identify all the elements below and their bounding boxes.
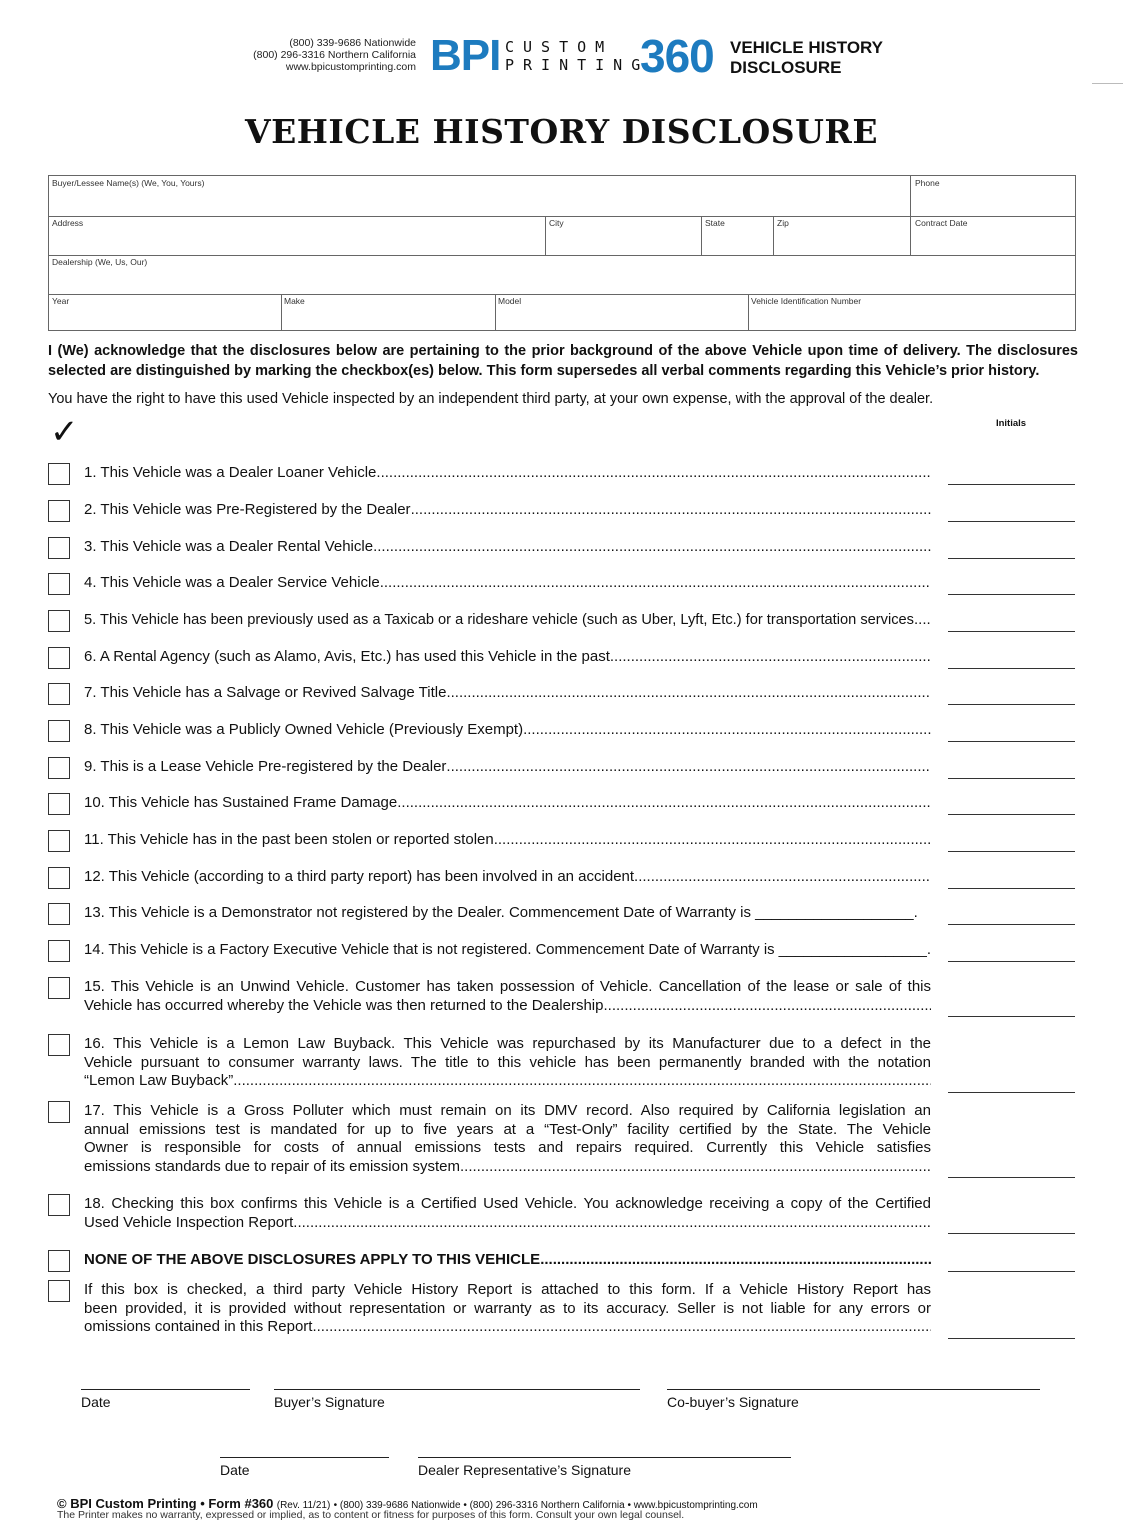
buyer-signature-label: Buyer’s Signature xyxy=(274,1394,385,1410)
disclosure-text: 18. Checking this box confirms this Vehicle is a Certified Used Vehicle. You acknowledge receiving a copy of the Certified xyxy=(84,1195,931,1212)
grid-divider xyxy=(49,216,1075,217)
leader-dots xyxy=(233,1072,931,1091)
footer-rev: (Rev. 11/21) xyxy=(276,1500,331,1511)
year-field[interactable]: Year xyxy=(52,296,70,306)
disclosure-text: Vehicle pursuant to consumer warranty laws. The title to this vehicle has been permanently branded with the notation xyxy=(84,1053,931,1071)
disclosure-item-7 xyxy=(84,684,931,703)
disclosure-item-3 xyxy=(84,538,931,557)
disclosure-item-9 xyxy=(84,758,931,777)
grid-divider xyxy=(748,294,749,331)
disclosure-checkbox-3[interactable] xyxy=(48,537,70,559)
disclosure-checkbox-9[interactable] xyxy=(48,757,70,779)
date-signature-line[interactable] xyxy=(81,1389,250,1390)
disclosure-checkbox-14[interactable] xyxy=(48,940,70,962)
disclosure-item-2 xyxy=(84,501,931,520)
initials-line-16[interactable] xyxy=(948,1092,1075,1093)
leader-dots xyxy=(460,1158,931,1177)
disclosure-text: 13. This Vehicle is a Demonstrator not registered by the Dealer. Commencement Date of Warranty is ___________________. xyxy=(84,904,918,921)
buyer-name-field[interactable]: Buyer/Lessee Name(s) (We, You, Yours) xyxy=(52,178,205,188)
disclosure-checkbox-7[interactable] xyxy=(48,683,70,705)
brand-sub-line1: CUSTOM xyxy=(505,38,614,56)
leader-dots xyxy=(397,794,931,813)
disclosure-text: 9. This is a Lease Vehicle Pre-registered by the Dealer xyxy=(84,758,447,775)
contract-date-field[interactable]: Contract Date xyxy=(915,218,968,228)
disclosure-item-4 xyxy=(84,574,931,593)
leader-dots xyxy=(523,721,931,740)
grid-divider xyxy=(910,216,911,255)
disclosure-item-16 xyxy=(84,1035,931,1091)
disclosure-checkbox-2[interactable] xyxy=(48,500,70,522)
grid-divider xyxy=(773,216,774,255)
city-field[interactable]: City xyxy=(549,218,564,228)
grid-divider xyxy=(495,294,496,331)
disclosure-checkbox-20[interactable] xyxy=(48,1280,70,1302)
leader-dots xyxy=(610,648,931,667)
disclosure-text: 1. This Vehicle was a Dealer Loaner Vehicle xyxy=(84,464,377,481)
disclosure-text: 8. This Vehicle was a Publicly Owned Vehicle (Previously Exempt) xyxy=(84,721,524,738)
disclosure-checkbox-4[interactable] xyxy=(48,573,70,595)
brand-subtitle xyxy=(505,38,649,74)
grid-divider xyxy=(281,294,282,331)
initials-line-2[interactable] xyxy=(948,521,1075,522)
disclosure-text: 12. This Vehicle (according to a third party report) has been involved in an accident xyxy=(84,868,635,885)
disclosure-checkbox-6[interactable] xyxy=(48,647,70,669)
disclosure-text: 7. This Vehicle has a Salvage or Revived Salvage Title xyxy=(84,684,447,701)
initials-line-1[interactable] xyxy=(948,484,1075,485)
rights-statement: You have the right to have this used Vehicle inspected by an independent third party, at your own expense, with the approval of the dealer. xyxy=(48,391,934,407)
date-label: Date xyxy=(81,1394,111,1410)
form-name-line2: DISCLOSURE xyxy=(730,58,842,77)
form-name xyxy=(730,38,883,78)
date2-label: Date xyxy=(220,1462,250,1478)
initials-line-11[interactable] xyxy=(948,851,1075,852)
leader-dots xyxy=(540,1251,931,1270)
leader-dots xyxy=(446,758,931,777)
disclosure-checkbox-15[interactable] xyxy=(48,977,70,999)
disclosure-item-19 xyxy=(84,1251,931,1270)
initials-line-17[interactable] xyxy=(948,1177,1075,1178)
disclosure-text: “Lemon Law Buyback” xyxy=(84,1072,234,1089)
leader-dots xyxy=(373,538,931,557)
disclosure-checkbox-8[interactable] xyxy=(48,720,70,742)
disclosure-item-8 xyxy=(84,721,931,740)
initials-line-8[interactable] xyxy=(948,741,1075,742)
initials-line-15[interactable] xyxy=(948,1016,1075,1017)
checkmark-icon: ✓ xyxy=(50,413,79,451)
disclosure-text: 17. This Vehicle is a Gross Polluter which must remain on its DMV record. Also required by California legislation an xyxy=(84,1102,931,1119)
leader-dots xyxy=(411,501,931,520)
leader-dots xyxy=(914,611,931,630)
disclosure-checkbox-13[interactable] xyxy=(48,903,70,925)
initials-line-4[interactable] xyxy=(948,594,1075,595)
disclosure-text: omissions contained in this Report xyxy=(84,1318,313,1335)
leader-dots xyxy=(376,464,931,483)
disclosure-item-1 xyxy=(84,464,931,483)
initials-line-9[interactable] xyxy=(948,778,1075,779)
buyer-signature-line[interactable] xyxy=(274,1389,640,1390)
website: www.bpicustomprinting.com xyxy=(285,61,416,73)
grid-divider xyxy=(49,255,1075,256)
grid-divider xyxy=(545,216,546,255)
leader-dots xyxy=(603,997,931,1016)
disclosure-text: Owner is responsible for costs of annual emissions tests and repairs required. Currently this Vehicle satisfies xyxy=(84,1139,931,1156)
disclosure-item-17 xyxy=(84,1102,931,1176)
disclosure-item-15 xyxy=(84,978,931,1015)
disclosure-text: Used Vehicle Inspection Report. xyxy=(84,1213,298,1231)
disclosure-item-14 xyxy=(84,941,931,960)
disclosure-text: 16. This Vehicle is a Lemon Law Buyback. This Vehicle was repurchased by its Manufacturer due to a defect in the xyxy=(84,1035,931,1052)
disclosure-checkbox-12[interactable] xyxy=(48,867,70,889)
form-name-line1: VEHICLE HISTORY xyxy=(730,38,884,57)
initials-line-5[interactable] xyxy=(948,631,1075,632)
disclosure-text: 14. This Vehicle is a Factory Executive Vehicle that is not registered. Commencement Date of Warranty is __________________. xyxy=(84,941,931,958)
page-title: VEHICLE HISTORY DISCLOSURE xyxy=(245,112,878,151)
model-field[interactable]: Model xyxy=(498,296,522,306)
grid-divider xyxy=(701,216,702,255)
disclosure-checkbox-18[interactable] xyxy=(48,1194,70,1216)
initials-line-3[interactable] xyxy=(948,558,1075,559)
disclosure-checkbox-19[interactable] xyxy=(48,1250,70,1272)
address-field[interactable]: Address xyxy=(52,218,84,228)
disclosure-item-10 xyxy=(84,794,931,813)
initials-header: Initials xyxy=(995,418,1027,429)
disclosure-item-6 xyxy=(84,648,931,667)
dealer-rep-signature-label: Dealer Representative’s Signature xyxy=(418,1462,631,1478)
dealership-field[interactable]: Dealership (We, Us, Our) xyxy=(52,257,148,267)
disclosure-checkbox-1[interactable] xyxy=(48,463,70,485)
footer-copyright: © BPI Custom Printing • Form #360 xyxy=(57,1496,274,1511)
initials-line-10[interactable] xyxy=(948,814,1075,815)
footer-disclaimer: The Printer makes no warranty, expressed or implied, as to content or fitness for purposes of this form. Consult your own legal counsel. xyxy=(57,1509,685,1521)
disclosure-item-20 xyxy=(84,1281,931,1337)
disclosure-item-13 xyxy=(84,904,931,923)
disclosure-text: 11. This Vehicle has in the past been stolen or reported stolen xyxy=(84,831,494,848)
dealer-rep-signature-line[interactable] xyxy=(418,1457,791,1458)
phone-nationwide: (800) 339-9686 Nationwide xyxy=(289,37,416,49)
phone-norcal: (800) 296-3316 Northern California xyxy=(253,49,416,61)
form-number: 360 xyxy=(640,30,714,82)
leader-dots xyxy=(634,868,931,887)
disclosure-text: been provided, it is provided without representation or warranty as to its accuracy. Seller is not liable for any errors or xyxy=(84,1299,931,1317)
disclosure-text: 3. This Vehicle was a Dealer Rental Vehicle xyxy=(84,538,374,555)
disclosure-text: 6. A Rental Agency (such as Alamo, Avis, Etc.) has used this Vehicle in the past xyxy=(84,648,610,665)
brand-sub-line2: PRINTING xyxy=(505,56,650,74)
disclosure-item-5 xyxy=(84,611,931,630)
header-contact xyxy=(200,37,416,73)
disclosure-item-18 xyxy=(84,1195,931,1232)
zip-field[interactable]: Zip xyxy=(777,218,789,228)
disclosure-checkbox-17[interactable] xyxy=(48,1101,70,1123)
disclosure-item-11 xyxy=(84,831,931,850)
state-field[interactable]: State xyxy=(705,218,725,228)
disclosure-text: 5. This Vehicle has been previously used as a Taxicab or a rideshare vehicle (such as Uber, Lyft, Etc.) for transportation services xyxy=(84,611,914,628)
leader-dots xyxy=(446,684,931,703)
disclosure-checkbox-5[interactable] xyxy=(48,610,70,632)
initials-line-6[interactable] xyxy=(948,668,1075,669)
disclosure-checkbox-11[interactable] xyxy=(48,830,70,852)
make-field[interactable]: Make xyxy=(284,296,305,306)
disclosure-checkbox-10[interactable] xyxy=(48,793,70,815)
disclosure-text: 10. This Vehicle has Sustained Frame Damage xyxy=(84,794,398,811)
leader-dots xyxy=(494,831,931,850)
phone-field[interactable]: Phone xyxy=(915,178,940,188)
initials-line-14[interactable] xyxy=(948,961,1075,962)
initials-line-7[interactable] xyxy=(948,704,1075,705)
disclosure-item-12 xyxy=(84,868,931,887)
acknowledgement-text: I (We) acknowledge that the disclosures below are pertaining to the prior background of the above Vehicle upon time of delivery. The disclosures selected are distinguished by marking the checkbox(es) below. This form supersedes all verbal comments regarding this Vehicle’s prior history. xyxy=(48,343,1078,379)
date2-signature-line[interactable] xyxy=(220,1457,389,1458)
initials-line-20[interactable] xyxy=(948,1338,1075,1339)
initials-line-18[interactable] xyxy=(948,1233,1075,1234)
brand-logo: BPI xyxy=(430,31,501,80)
initials-line-13[interactable] xyxy=(948,924,1075,925)
initials-line-12[interactable] xyxy=(948,888,1075,889)
disclosure-checkbox-16[interactable] xyxy=(48,1034,70,1056)
leader-dots xyxy=(380,574,931,593)
disclosure-text: If this box is checked, a third party Vehicle History Report is attached to this form. If a Vehicle History Report has xyxy=(84,1281,931,1298)
corner-divider xyxy=(1092,83,1123,84)
customer-info-grid xyxy=(48,175,1076,331)
cobuyer-signature-line[interactable] xyxy=(667,1389,1040,1390)
cobuyer-signature-label: Co-buyer’s Signature xyxy=(667,1394,799,1410)
disclosure-text: 15. This Vehicle is an Unwind Vehicle. Customer has taken possession of Vehicle. Cancellation of the lease or sale of this xyxy=(84,978,931,995)
disclosure-text: annual emissions test is mandated for up to five years at a “Test-Only” facility certified by the State. The Vehicle xyxy=(84,1120,931,1138)
leader-dots xyxy=(297,1214,931,1233)
disclosure-text: 2. This Vehicle was Pre-Registered by the Dealer xyxy=(84,501,411,518)
disclosure-text: emissions standards due to repair of its emission system xyxy=(84,1157,460,1175)
initials-line-19[interactable] xyxy=(948,1271,1075,1272)
disclosure-text: Vehicle has occurred whereby the Vehicle was then returned to the Dealership xyxy=(84,996,604,1014)
footer-contact: • (800) 339-9686 Nationwide • (800) 296-3316 Northern California • www.bpicustomprinting.com xyxy=(333,1500,758,1511)
disclosure-text: 4. This Vehicle was a Dealer Service Vehicle xyxy=(84,574,380,591)
grid-divider xyxy=(49,294,1075,295)
vin-field[interactable]: Vehicle Identification Number xyxy=(751,296,862,306)
leader-dots xyxy=(312,1318,931,1337)
disclosure-text: NONE OF THE ABOVE DISCLOSURES APPLY TO THIS VEHICLE xyxy=(84,1251,541,1268)
grid-divider xyxy=(910,176,911,216)
